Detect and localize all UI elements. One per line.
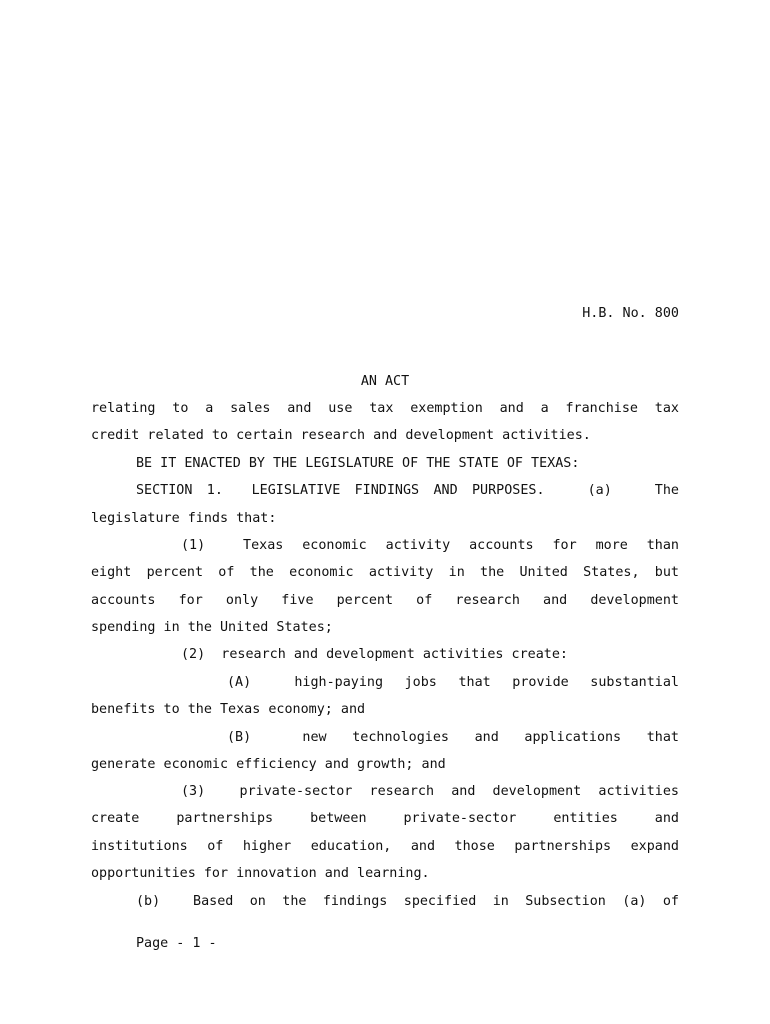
finding-2b-line-1: (B) new technologies and applications that <box>227 730 679 745</box>
caption-line-1: relating to a sales and use tax exemption and a franchise tax <box>91 401 679 416</box>
finding-3-line-1: (3) private-sector research and development activities <box>181 784 679 799</box>
finding-1-line-1: (1) Texas economic activity accounts for more than <box>181 538 679 553</box>
section-1-heading: SECTION 1. LEGISLATIVE FINDINGS AND PURPOSES. (a) The <box>136 483 679 498</box>
finding-1-line-3: accounts for only five percent of research and development <box>91 593 679 608</box>
bill-number: H.B. No. 800 <box>582 306 679 321</box>
finding-3-line-4: opportunities for innovation and learning. <box>91 866 430 881</box>
finding-2a-line-2: benefits to the Texas economy; and <box>91 702 366 717</box>
finding-3-line-2: create partnerships between private-sector entities and <box>91 811 679 826</box>
finding-1-line-2: eight percent of the economic activity in the United States, but <box>91 565 679 580</box>
finding-1-line-4: spending in the United States; <box>91 620 333 635</box>
finding-2a-line-1: (A) high-paying jobs that provide substantial <box>227 675 679 690</box>
enacting-clause: BE IT ENACTED BY THE LEGISLATURE OF THE STATE OF TEXAS: <box>136 456 580 471</box>
page-number-footer: Page - 1 - <box>136 936 217 951</box>
finding-2b-line-2: generate economic efficiency and growth; and <box>91 757 446 772</box>
finding-2: (2) research and development activities create: <box>181 647 568 662</box>
caption-line-2: credit related to certain research and development activities. <box>91 428 591 443</box>
act-title: AN ACT <box>360 374 410 389</box>
finding-3-line-3: institutions of higher education, and those partnerships expand <box>91 839 679 854</box>
section-1-heading-cont: legislature finds that: <box>91 511 277 526</box>
subsection-b: (b) Based on the findings specified in Subsection (a) of <box>136 894 679 909</box>
